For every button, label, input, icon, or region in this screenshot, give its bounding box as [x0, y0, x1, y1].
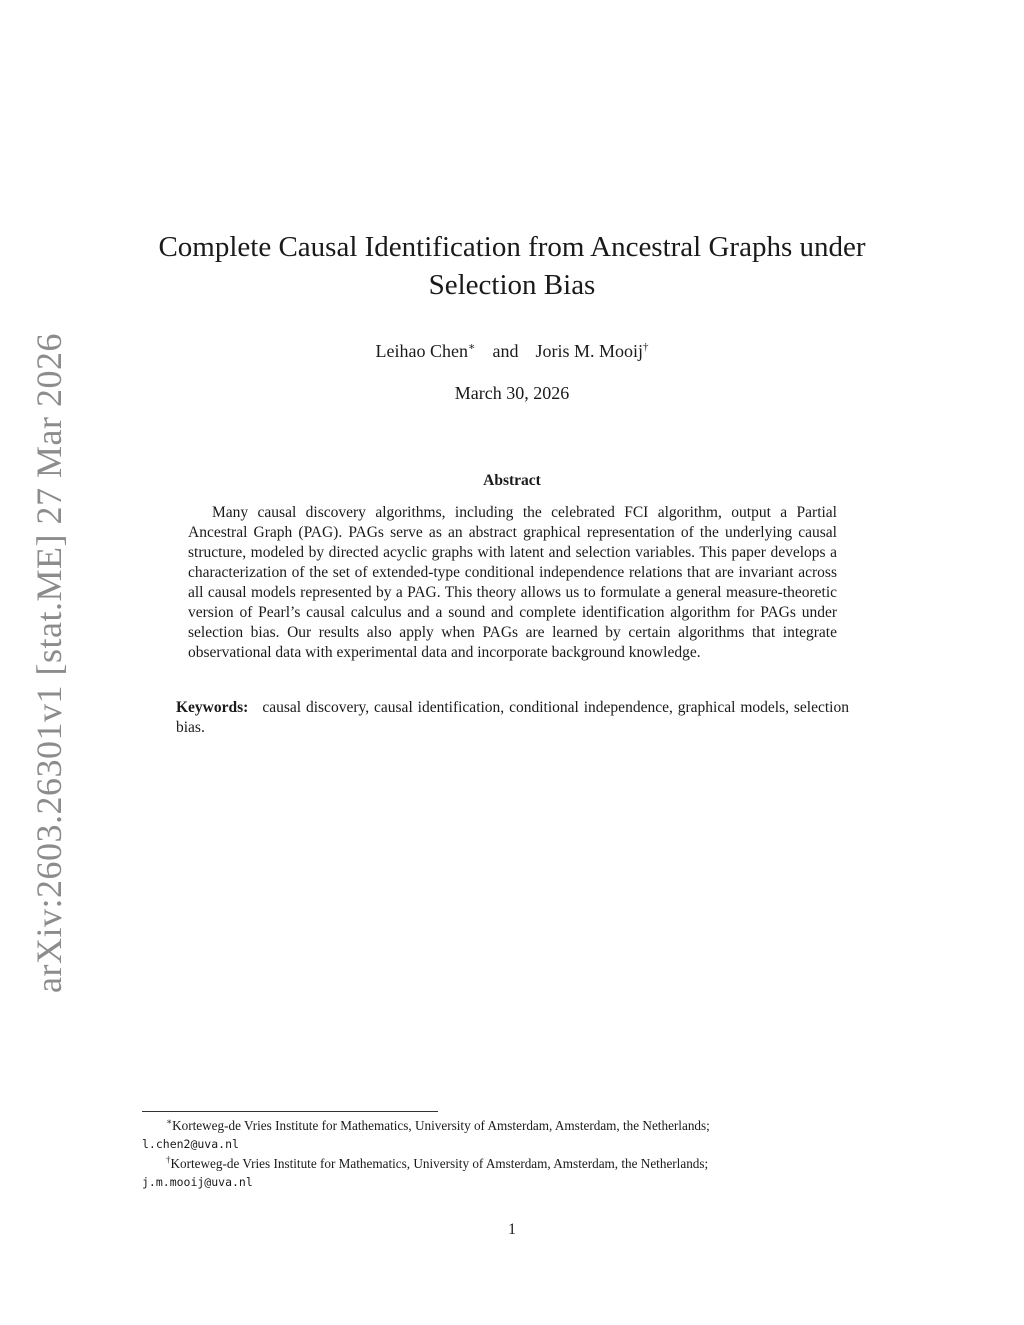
title-line-1: Complete Causal Identification from Ancestral Graphs under	[158, 231, 866, 263]
footnote-mark-2: †	[166, 1154, 171, 1165]
footnote-email-1[interactable]: l.chen2@uva.nl	[142, 1137, 239, 1151]
page-number: 1	[508, 1221, 516, 1238]
keywords-text: causal discovery, causal identification, conditional independence, graphical models, selection bias.	[176, 699, 849, 736]
footnote-1	[142, 1117, 884, 1153]
abstract-body: Many causal discovery algorithms, including the celebrated FCI algorithm, output a Partial Ancestral Graph (PAG). PAGs serve as an abstract graphical representation of the underlying causal structure, modeled by directed acyclic graphs with latent and selection variables. This paper develops a characterization of the set of extended-type conditional independence relations that are invariant across all causal models represented by a PAG. This theory allows us to formulate a general measure-theoretic version of Pearl’s causal calculus and a sound and complete identification algorithm for PAGs under selection bias. Our results also apply when PAGs are learned by certain algorithms that integrate observational data with experimental data and incorporate background knowledge.	[188, 504, 837, 661]
footnote-affiliation-2: Korteweg-de Vries Institute for Mathematics, University of Amsterdam, Amsterdam, the Netherlands;	[170, 1156, 709, 1171]
author-name-2: Joris M. Mooij	[535, 341, 643, 361]
author-name-1: Leihao Chen	[375, 341, 468, 361]
footnote-2	[142, 1155, 884, 1191]
title-line-2: Selection Bias	[428, 269, 596, 301]
publication-date: March 30, 2026	[454, 383, 570, 403]
keywords-label: Keywords:	[176, 699, 249, 716]
footnote-divider	[142, 1111, 438, 1112]
arxiv-identifier: arXiv:2603.26301v1 [stat.ME] 27 Mar 2026	[29, 333, 69, 993]
author-mark-2: †	[643, 341, 649, 353]
abstract-heading: Abstract	[483, 472, 541, 489]
paper-title	[150, 228, 874, 304]
footnote-mark-1: ∗	[166, 1116, 173, 1127]
footnote-affiliation-1: Korteweg-de Vries Institute for Mathematics, University of Amsterdam, Amsterdam, the Netherlands;	[172, 1118, 710, 1133]
keywords-block	[176, 698, 849, 738]
author-list	[150, 340, 874, 362]
author-connector: and	[492, 341, 519, 361]
footnote-email-2[interactable]: j.m.mooij@uva.nl	[142, 1175, 253, 1189]
author-mark-1: ∗	[467, 341, 476, 353]
